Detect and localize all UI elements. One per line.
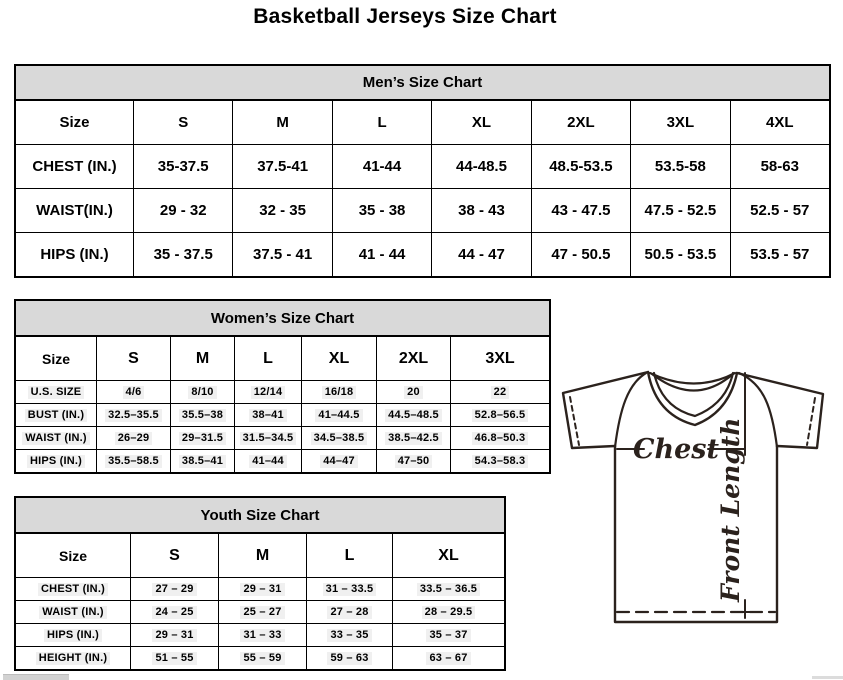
- value-cell: 41–44.5: [302, 404, 376, 426]
- value-cell: 24 – 25: [131, 601, 218, 623]
- size-header-cell: XL: [302, 337, 376, 380]
- value-cell: 31 – 33.5: [307, 578, 392, 600]
- row-label-cell: WAIST (IN.): [16, 601, 130, 623]
- chest-label: Chest: [633, 434, 719, 465]
- youth-table-grid: [16, 534, 504, 669]
- value-cell: 35 - 37.5: [134, 233, 232, 276]
- jersey-body-outline: [615, 446, 777, 622]
- value-cell: 37.5-41: [233, 145, 331, 188]
- value-cell: 28 – 29.5: [393, 601, 504, 623]
- value-cell: 4/6: [97, 381, 170, 403]
- jersey-measurement-diagram: [556, 360, 841, 630]
- value-cell: 35-37.5: [134, 145, 232, 188]
- row-label-cell: BUST (IN.): [16, 404, 96, 426]
- value-cell: 25 – 27: [219, 601, 306, 623]
- value-cell: 53.5-58: [631, 145, 729, 188]
- value-cell: 35.5–38: [171, 404, 234, 426]
- size-header-cell: 4XL: [731, 101, 829, 144]
- size-header-cell: 3XL: [631, 101, 729, 144]
- mens-table-title: Men’s Size Chart: [16, 66, 829, 101]
- value-cell: 20: [377, 381, 450, 403]
- value-cell: 44 - 47: [432, 233, 530, 276]
- value-cell: 8/10: [171, 381, 234, 403]
- cropped-fragment-bottom-left: [3, 674, 69, 680]
- row-label-cell: WAIST(IN.): [16, 189, 133, 232]
- mens-size-table: [14, 64, 831, 278]
- jersey-diagram-svg: [556, 360, 841, 630]
- value-cell: 52.5 - 57: [731, 189, 829, 232]
- value-cell: 29 – 31: [131, 624, 218, 646]
- value-cell: 52.8–56.5: [451, 404, 549, 426]
- size-header-cell: XL: [393, 534, 504, 577]
- size-header-cell: S: [134, 101, 232, 144]
- value-cell: 12/14: [235, 381, 301, 403]
- value-cell: 44-48.5: [432, 145, 530, 188]
- row-label-cell: CHEST (IN.): [16, 578, 130, 600]
- size-header-cell: L: [307, 534, 392, 577]
- row-label-cell: HIPS (IN.): [16, 450, 96, 472]
- value-cell: 41–44: [235, 450, 301, 472]
- row-label-cell: HEIGHT (IN.): [16, 647, 130, 669]
- size-column-header: Size: [16, 337, 96, 380]
- value-cell: 32.5–35.5: [97, 404, 170, 426]
- size-header-cell: XL: [432, 101, 530, 144]
- value-cell: 43 - 47.5: [532, 189, 630, 232]
- value-cell: 29–31.5: [171, 427, 234, 449]
- size-header-cell: L: [333, 101, 431, 144]
- size-header-cell: M: [219, 534, 306, 577]
- value-cell: 16/18: [302, 381, 376, 403]
- value-cell: 35 - 38: [333, 189, 431, 232]
- youth-size-table: [14, 496, 506, 671]
- value-cell: 38.5–42.5: [377, 427, 450, 449]
- womens-size-table: [14, 299, 551, 474]
- size-column-header: Size: [16, 101, 133, 144]
- value-cell: 22: [451, 381, 549, 403]
- value-cell: 59 – 63: [307, 647, 392, 669]
- value-cell: 54.3–58.3: [451, 450, 549, 472]
- value-cell: 31.5–34.5: [235, 427, 301, 449]
- size-header-cell: 3XL: [451, 337, 549, 380]
- value-cell: 41 - 44: [333, 233, 431, 276]
- value-cell: 47 - 50.5: [532, 233, 630, 276]
- value-cell: 53.5 - 57: [731, 233, 829, 276]
- value-cell: 38 - 43: [432, 189, 530, 232]
- size-header-cell: L: [235, 337, 301, 380]
- value-cell: 63 – 67: [393, 647, 504, 669]
- size-header-cell: S: [97, 337, 170, 380]
- size-header-cell: M: [233, 101, 331, 144]
- mens-table-grid: [16, 101, 829, 276]
- value-cell: 41-44: [333, 145, 431, 188]
- jersey-back-collar-arc-2: [652, 374, 733, 391]
- value-cell: 47.5 - 52.5: [631, 189, 729, 232]
- row-label-cell: U.S. SIZE: [16, 381, 96, 403]
- value-cell: 58-63: [731, 145, 829, 188]
- value-cell: 35 – 37: [393, 624, 504, 646]
- front-length-label: Front Length: [716, 417, 745, 602]
- row-label-cell: HIPS (IN.): [16, 624, 130, 646]
- size-header-cell: M: [171, 337, 234, 380]
- row-label-cell: WAIST (IN.): [16, 427, 96, 449]
- right-cuff-stitch-line: [807, 398, 815, 445]
- value-cell: 48.5-53.5: [532, 145, 630, 188]
- value-cell: 27 – 28: [307, 601, 392, 623]
- value-cell: 37.5 - 41: [233, 233, 331, 276]
- womens-table-grid: [16, 337, 549, 472]
- value-cell: 44–47: [302, 450, 376, 472]
- value-cell: 26–29: [97, 427, 170, 449]
- value-cell: 29 – 31: [219, 578, 306, 600]
- row-label-cell: CHEST (IN.): [16, 145, 133, 188]
- jersey-right-sleeve-outline: [737, 373, 823, 448]
- value-cell: 29 - 32: [134, 189, 232, 232]
- page-title: Basketball Jerseys Size Chart: [253, 5, 557, 28]
- value-cell: 33.5 – 36.5: [393, 578, 504, 600]
- value-cell: 51 – 55: [131, 647, 218, 669]
- value-cell: 32 - 35: [233, 189, 331, 232]
- value-cell: 33 – 35: [307, 624, 392, 646]
- value-cell: 38–41: [235, 404, 301, 426]
- youth-table-title: Youth Size Chart: [16, 498, 504, 534]
- size-header-cell: 2XL: [377, 337, 450, 380]
- value-cell: 34.5–38.5: [302, 427, 376, 449]
- value-cell: 46.8–50.3: [451, 427, 549, 449]
- value-cell: 35.5–58.5: [97, 450, 170, 472]
- size-header-cell: 2XL: [532, 101, 630, 144]
- value-cell: 38.5–41: [171, 450, 234, 472]
- size-header-cell: S: [131, 534, 218, 577]
- womens-table-title: Women’s Size Chart: [16, 301, 549, 337]
- value-cell: 31 – 33: [219, 624, 306, 646]
- value-cell: 50.5 - 53.5: [631, 233, 729, 276]
- value-cell: 44.5–48.5: [377, 404, 450, 426]
- value-cell: 55 – 59: [219, 647, 306, 669]
- value-cell: 47–50: [377, 450, 450, 472]
- size-column-header: Size: [16, 534, 130, 577]
- value-cell: 27 – 29: [131, 578, 218, 600]
- row-label-cell: HIPS (IN.): [16, 233, 133, 276]
